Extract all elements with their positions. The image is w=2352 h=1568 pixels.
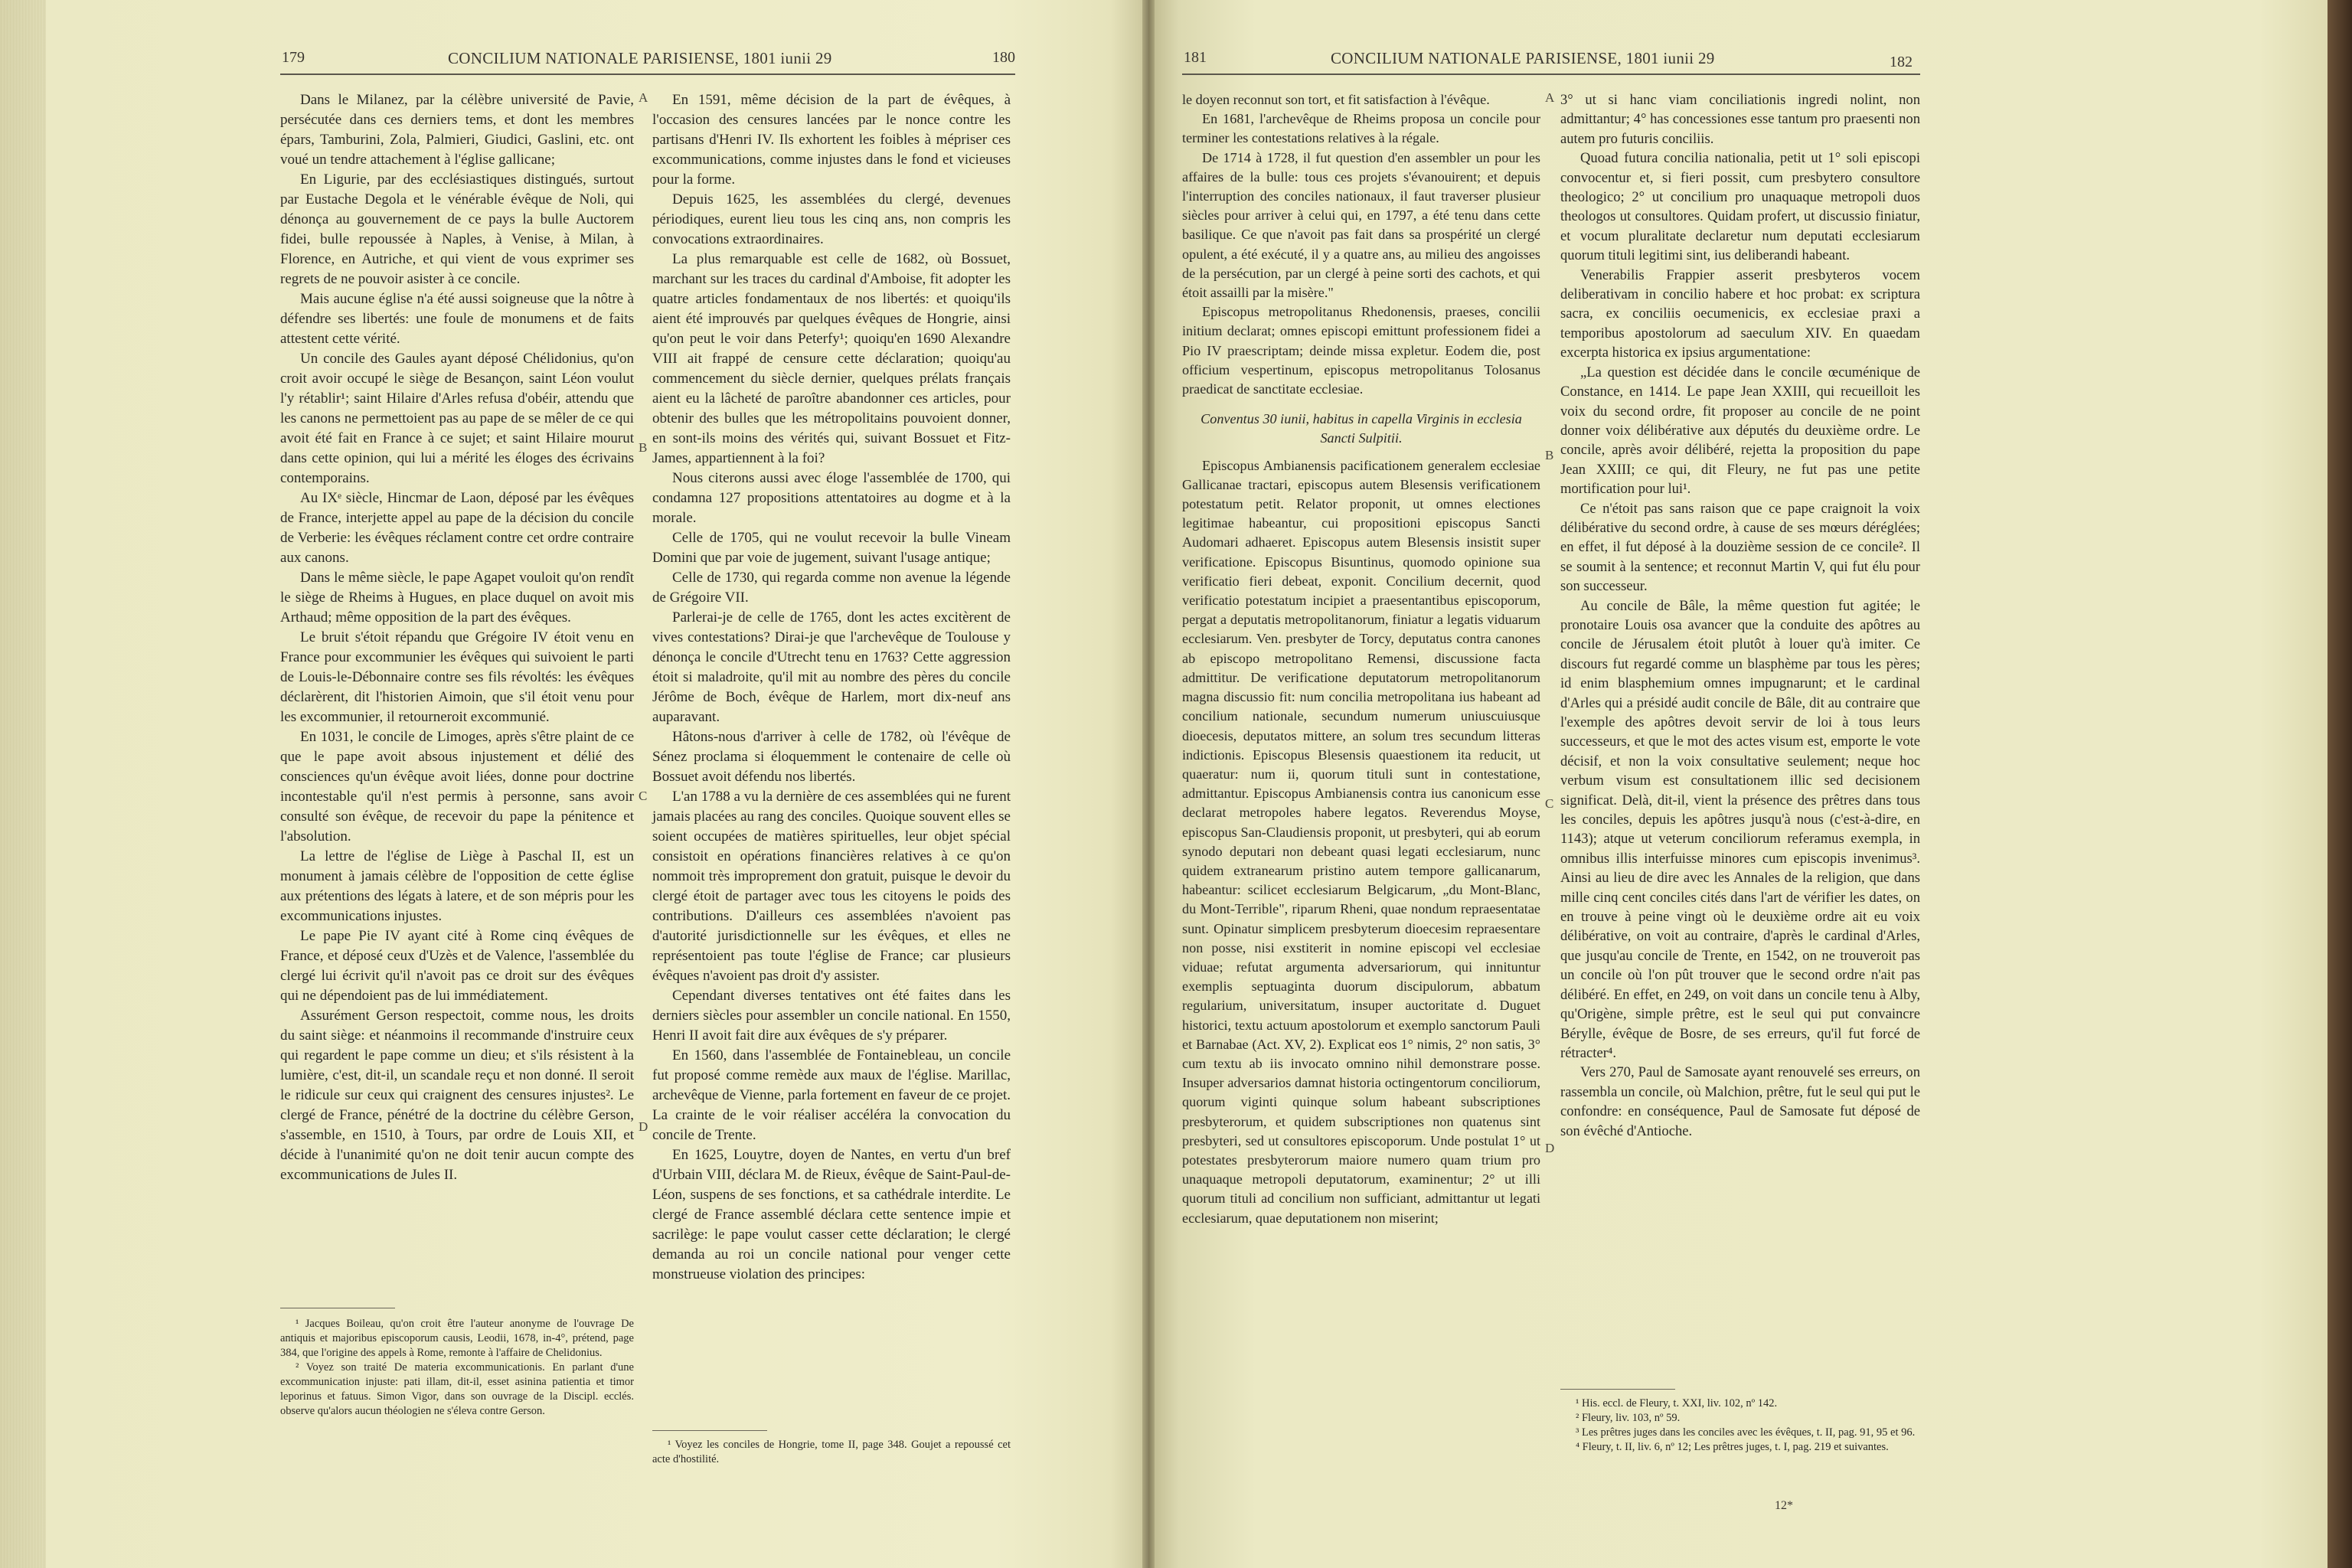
paragraph: Nous citerons aussi avec éloge l'assemblée de 1700, qui condamna 127 propositions attentatoires au dogme et à la morale. [652,470,1011,526]
margin-letter-c: C [1545,796,1554,811]
left-page [0,0,1148,1568]
signature-mark: 12* [1775,1499,1793,1512]
running-head-left: CONCILIUM NATIONALE PARISIENSE, 1801 iunii 29 [448,49,832,67]
paragraph: le doyen reconnut son tort, et fit satisfaction à l'évêque. [1182,92,1490,107]
paragraph: Hâtons-nous d'arriver à celle de 1782, où l'évêque de Sénez proclama si éloquemment le contenaire de celle où Bossuet avoit défendu nos libertés. [652,729,1011,785]
running-head-right: CONCILIUM NATIONALE PARISIENSE, 1801 iunii 29 [1331,49,1715,67]
header-rule [280,74,1015,75]
paragraph: Au IXᵉ siècle, Hincmar de Laon, déposé par les évêques de France, interjette appel au pape de la décision du concile de Verberie: les évêques réclament contre cet ordre contraire aux canons. [280,490,634,566]
right-column-2-footnotes [1560,1396,1920,1455]
page-number-right-a: 181 [1184,49,1207,66]
paragraph: Dans le même siècle, le pape Agapet vouloit qu'on rendît le siège de Rheims à Hugues, en place duquel on avoit mis Arthaud; même opposition de la part des évêques. [280,570,634,626]
paragraph: En 1625, Louytre, doyen de Nantes, en vertu d'un bref d'Urbain VIII, déclara M. de Rieux, évêque de Saint-Paul-de-Léon, suspens de ses fonctions, et sa cathédrale interdite. Le clergé de France assemblé déclara cette sentence impie et sacrilège: le pape voulut casser cette déclaration; le clergé demanda au roi un concile national pour venger cette monstrueuse violation des principes: [652,1147,1011,1282]
paragraph: Au concile de Bâle, la même question fut agitée; le pronotaire Louis osa avancer que la conduite des apôtres au concile de Jérusalem étoit plutôt à louer qu'à imiter. Ce discours fut regardé comme un blasphème par tous les pères; id enim blasphemium omnes impugnarunt; et le cardinal d'Arles qui a présidé audit concile de Bâle, dit au contraire que l'exemple des apôtres devoit servir de loi à tous leurs successeurs, et que le mot des actes visum est, emporte le vote décisif, et non la voix consultative seulement; neque hoc verbum visum est consultationem illic sed decisionem significat. Delà, dit-il, vient la présence des prêtres dans tous les conciles, depuis les apôtres jusqu'à nous (c'est-à-dire, en 1143); atque ut veterum conciliorum referamus exempla, in omnibus illis interfuisse minores cum episcopis invenimus³. Ainsi au lieu de dire avec les Annales de la religion, que dans mille cinq cent conciles cités dans l'art de vérifier les dates, on en trouve à peine vingt où le deuxième ordre ait eu voix délibérative, on voit au contraire, d'après le cardinal d'Arles, que jusqu'au concile de Trente, en 1542, on ne trouveroit pas un concile où l'on pût trouver que le second ordre n'ait pas délibéré. En effet, en 249, on voit dans un concile tenu à Alby, qu'Origène, simple prêtre, est le seul qui put convaincre Bérylle, évêque de Bosre, de ses erreurs, qu'il fut forcé de rétracter⁴. [1560,597,1920,1061]
paragraph: L'an 1788 a vu la dernière de ces assemblées qui ne furent jamais placées au rang des conciles. Quoique souvent elles se soient occupées de matières spirituelles, leur objet spécial consistoit en opérations financières relatives à ce qu'on nommoit très improprement don gratuit, puisque le devoir du clergé étoit de partager avec tous les citoyens le poids des contributions. D'ailleurs ces assemblées n'avoient pas d'autorité jurisdictionnelle sur les évêques, et elles ne représentoient pas toute l'église de France; car plusieurs évêques n'avoient pas droit d'y assister. [652,789,1011,984]
paragraph: 3° ut si hanc viam conciliationis ingredi nolint, non admittantur; 4° has concessiones esse tantum pro praesenti non autem pro futuris conciliis. [1560,92,1920,147]
footnote: ⁴ Fleury, t. II, liv. 6, nº 12; Les prêtres juges, t. I, pag. 219 et suivantes. [1576,1441,1889,1453]
left-column-2-footnotes [652,1438,1011,1467]
paragraph: La plus remarquable est celle de 1682, où Bossuet, marchant sur les traces du cardinal d'Amboise, fit adopter les quatre articles fondamentaux de nos libertés: et quoiqu'ils aient été improuvés par quelques évêques de Hongrie, ainsi qu'on peut le voir dans Peterfy¹; quoiqu'en 1690 Alexandre VIII ait frappé de censure cette déclaration; quoiqu'au commencement du siècle dernier, quelques prélats français aient eu la lâcheté de paroître abandonner ces articles, pour obtenir des bulles que les métropolitains pouvoient donner, en sont-ils moins des vérités qui, suivant Bossuet et Fitz-James, appartiennent à la foi? [652,251,1011,466]
footnote: ¹ Voyez les conciles de Hongrie, tome II, page 348. Goujet a repoussé cet acte d'hostilité. [652,1439,1011,1465]
right-column-1 [1182,90,1540,1228]
paragraph: En 1591, même décision de la part de évêques, à l'occasion des censures lancées par le nonce contre les partisans d'Henri IV. Ils exhortent les foibles à mépriser ces excommunications, comme injustes dans le fond et vicieuses pour la forme. [652,92,1011,188]
margin-letter-c: C [639,789,648,803]
right-page [1148,0,2328,1568]
paragraph: En 1681, l'archevêque de Rheims proposa un concile pour terminer les contestations relatives à la régale. [1182,111,1540,146]
margin-letter-b: B [1545,448,1554,462]
right-column-2 [1560,90,1920,1141]
paragraph: Parlerai-je de celle de 1765, dont les actes excitèrent de vives contestations? Dirai-je que l'archevêque de Toulouse y dénonça le concile d'Utrecht tenu en 1763? Cette aggression étoit si maladroite, qu'il mit au nombre des pères du concile Jérôme de Boch, évêque de Harlem, mort dix-neuf ans auparavant. [652,609,1011,725]
footnote: ¹ His. eccl. de Fleury, t. XXI, liv. 102, nº 142. [1576,1397,1778,1410]
paragraph: Depuis 1625, les assemblées du clergé, devenues périodiques, eurent lieu tous les cinq ans, non compris les convocations extraordinaires. [652,191,1011,247]
paragraph: Celle de 1730, qui regarda comme non avenue la légende de Grégoire VII. [652,570,1011,606]
left-column-1-footnotes [280,1317,634,1419]
header-rule [1182,74,1920,75]
margin-letter-b: B [639,440,648,455]
paragraph: „La question est décidée dans le concile œcuménique de Constance, en 1414. Le pape Jean XXIII, qui recueilloit les voix du second ordre, fit proposer au concile de ne point donner voix délibérative aux députés du deuxième ordre. Le concile, après avoir délibéré, rejetta la proposition du pape Jean XXIII; ce qui, dit Fleury, ne fut pas une petite mortification pour lui¹. [1560,364,1920,498]
left-column-2 [652,90,1011,1285]
footnote-rule [1560,1389,1675,1390]
page-block-edge [0,0,46,1568]
page-number-left-a: 179 [282,49,305,66]
book-cover-edge [2328,0,2352,1568]
paragraph: En 1560, dans l'assemblée de Fontainebleau, un concile fut proposé comme remède aux maux de l'église. Marillac, archevêque de Vienne, parla fortement en faveur de ce projet. La crainte de le voir réaliser accéléra la convocation du concile de Trente. [652,1047,1011,1143]
paragraph: Episcopus Ambianensis pacificationem generalem ecclesiae Gallicanae tractari, episcopus autem Blesensis verificationem potestatum petit. Relator proponit, ut omnes electiones legitimae habeantur, cui propositioni episcopus Sancti Audomari adhaeret. Episcopus autem Blesensis insistit super verificatione. Episcopus Bisuntinus, quomodo opinione sua verificatio fieri debeat, exponit. Concilium decernit, quod verificatio potestatum incipiet a praesentantibus episcoporum, pergat a deputatis metropolitanorum, finiatur a legatis viduarum ecclesiarum. Ven. presbyter de Torcy, deputatus contra canones ab episcopo metropolitano Remensi, discussione facta admittitur. De verificatione deputatorum metropolitanorum magna discussio fit: num concilia metropolitana ius habeant ad concilium nationale, secundum numerum uniuscuiusque dioecesis, deputatos mittere, an solum tres secundum litteras indictionis. Episcopus Blesensis quaestionem ita reducit, ut quaeratur: num ii, quorum tituli sunt in contestatione, admittantur. Episcopus Ambianensis contra ius canonicum esse declarat metropoles habere legatos. Reverendus Moyse, episcopus San-Claudiensis proponit, ut presbyteri, qui ab eorum synodo deputari non debeant quasi legati ecclesiarum, nunc quidem extranearum pristino autem tempore gallicanarum, habeantur: scilicet ecclesiarum Belgicarum, „du Mont-Blanc, du Mont-Terrible", riparum Rheni, quae nondum repraesentatae sunt. Opinatur simplicem presbyterum dioecesim repraesentare non posse, nisi exstiterit in nomine episcopi vel ecclesiae viduae; refutat argumenta adversariorum, qui innituntur exemplis septuaginta duorum discipulorum, abbatum regularium, universitatum, insuper auctoritate d. Duguet historici, textu actuum apostolorum et exemplo sanctorum Pauli et Barnabae (Act. XV, 2). Explicat eos 1° nimis, 2° non satis, 3° cum textu ab iis invocato omnino nihil demonstrare posse. Insuper adversarios damnat historia octingentorum conciliorum, quorum viginti quinque solum habeant subscriptiones presbyterorum, et quidem subscriptiones non quatenus sint presbyteri, sed ut consultores episcoporum. Unde postulat 1° ut potestates presbyterorum maiore numero quam trium pro unaquaque metropoli deputatorum, examinentur; 2° ut illi quorum tituli ad concilium non sufficiant, admittantur ut legati ecclesiarum, quae deputationem non miserint; [1182,457,1540,1226]
page-number-right-b: 182 [1890,54,1913,70]
paragraph: Conventus 30 iunii, habitus in capella Virginis in ecclesia Sancti Sulpitii. [1200,411,1522,446]
paragraph: Mais aucune église n'a été aussi soigneuse que la nôtre à défendre ses libertés: une foule de monumens et de faits attestent cette vérité. [280,291,634,347]
paragraph: Dans le Milanez, par la célèbre université de Pavie, persécutée dans ces derniers tems, et dont les membres épars, Tamburini, Zola, Palmieri, Giudici, Gaslini, etc. ont voué un tendre attachement à l'église gallicane; [280,92,634,168]
paragraph: Celle de 1705, qui ne voulut recevoir la bulle Vineam Domini que par voie de jugement, suivant l'usage antique; [652,530,1011,566]
paragraph: Le pape Pie IV ayant cité à Rome cinq évêques de France, et déposé ceux d'Uzès et de Valence, l'assemblée du clergé lui écrivit qu'il n'avoit pas ce droit sur des évêques qui ne dépendoient pas de lui immédiatement. [280,928,634,1004]
paragraph: Assurément Gerson respectoit, comme nous, les droits du saint siège: et néanmoins il recommande d'instruire ceux qui regardent le pape comme un dieu; et s'ils résistent à la lumière, c'est, dit-il, un scandale reçu et non donné. Il seroit le ridicule sur ceux qui craignent des censures injustes². Le clergé de France, pénétré de la doctrine du célèbre Gerson, s'assemble, en 1510, à Tours, par ordre de Louis XII, et décide à l'unanimité qu'on ne doit tenir aucun compte des excommunications de Jules II. [280,1008,634,1183]
paragraph: Ce n'étoit pas sans raison que ce pape craignoit la voix délibérative du second ordre, à cause de ses mœurs déréglées; en effet, il fut déposé à la douzième session de ce concile². Il se soumit à la sentence; et reconnut Martin V, qui fut élu pour son successeur. [1560,500,1920,595]
paragraph: Episcopus metropolitanus Rhedonensis, praeses, concilii initium declarat; omnes episcopi emittunt professionem fidei a Pio IV praescriptam; deinde missa expletur. Eodem die, post officium vespertinum, episcopus metropolitanus Tolosanus praedicat de sanctitate ecclesiae. [1182,304,1540,397]
margin-letter-a: A [1545,90,1555,105]
paragraph: En 1031, le concile de Limoges, après s'être plaint de ce que le pape avoit absous injustement et délié des consciences qu'un évêque avoit liées, donne pour doctrine incontestable qu'il n'est permis à personne, sans avoir consulté son évêque, de recevoir du pape la pénitence et l'absolution. [280,729,634,844]
paragraph: Le bruit s'étoit répandu que Grégoire IV étoit venu en France pour excommunier les évêques qui suivoient le parti de Louis-le-Débonnaire contre ses fils révoltés: les évêques déclarèrent, dit l'historien Aimoin, que s'il étoit venu pour les excommunier, il retourneroit excommunié. [280,629,634,725]
paragraph: De 1714 à 1728, il fut question d'en assembler un pour les affaires de la bulle: tous ces projets s'évanouirent; et depuis l'interruption des conciles nationaux, il faut traverser plusieur siècles pour arriver à celui qui, en 1797, a été tenu dans cette basilique. Ce que n'avoit pas fait dans sa prospérité un clergé opulent, a été exécuté, il y a quatre ans, au milieu des angoisses de la persécution, par un clergé à peine sorti des cachots, et qui étoit assailli par la misère." [1182,149,1540,301]
paragraph: Cependant diverses tentatives ont été faites dans les derniers siècles pour assembler un concile national. En 1550, Henri II avoit fait dire aux évêques de s'y préparer. [652,988,1011,1044]
footnote: ² Voyez son traité De materia excommunicationis. En parlant d'une excommunication injuste: pati illam, dit-il, esset asinina patientia et timor leporinus et fatuus. Simon Vigor, dans son ouvrage de la Discipl. ecclés. observe qu'alors aucun théologien ne s'éleva contre Gerson. [280,1361,634,1417]
left-column-1 [280,90,634,1185]
margin-letter-d: D [639,1119,648,1134]
paragraph: Quoad futura concilia nationalia, petit ut 1° soli episcopi convocentur et, si fieri possit, cum presbytero consultore theologico; 2° ut concilium pro unaquaque metropoli duos theologos ut consultores. Quidam profert, ut discussio finiatur, et vocum pluralitate declaretur num deputati ecclesiarum quorum tituli legitimi sint, ius deliberandi habeant. [1560,150,1920,264]
footnote: ³ Les prêtres juges dans les conciles avec les évêques, t. II, pag. 91, 95 et 96. [1576,1426,1916,1439]
page-number-left-b: 180 [992,49,1015,66]
paragraph: En Ligurie, par des ecclésiastiques distingués, surtout par Eustache Degola et le vénérable évêque de Noli, qui dénonça au gouvernement de ce pays la bulle Auctorem fidei, bulle repoussée à Naples, à Venise, à Milan, à Florence, en Autriche, et qui vient de vous exprimer ses regrets de ne pouvoir asister à ce concile. [280,172,634,287]
book-gutter [1142,0,1155,1568]
paragraph: Venerabilis Frappier asserit presbyteros vocem deliberativam in concilio habere et hoc probat: ex scriptura sacra, ex conciliis oecumenicis, ex ecclesiae praxi a temporibus apostolorum ad saeculum XIV. En quaedam excerpta historica ex ipsius argumentatione: [1560,266,1920,361]
margin-letter-a: A [639,90,648,105]
paragraph: La lettre de l'église de Liège à Paschal II, est un monument à jamais célèbre de l'opposition de cette église aux prétentions des légats à latere, et de son mépris pour les excommunications injustes. [280,848,634,924]
footnote: ² Fleury, liv. 103, nº 59. [1576,1412,1681,1424]
paragraph: Vers 270, Paul de Samosate ayant renouvelé ses erreurs, on rassembla un concile, où Malchion, prêtre, fut le seul qui put le confondre: en conséquence, Paul de Samosate fut déposé de son évêché d'Antioche. [1560,1064,1920,1139]
paragraph: Un concile des Gaules ayant déposé Chélidonius, qu'on croit avoir occupé le siège de Besançon, saint Léon voulut l'y rétablir¹; saint Hilaire d'Arles refusa d'obéir, attendu que les canons ne permettoient pas au pape de se mêler de ce qui avoit été fait en France à ce sujet; et saint Hilaire mourut dans cette opinion, qui lui a mérité les éloges des écrivains contemporains. [280,351,634,486]
footnote: ¹ Jacques Boileau, qu'on croit être l'auteur anonyme de l'ouvrage De antiquis et majoribus episcoporum causis, Leodii, 1678, in-4°, prétend, page 384, que l'origine des appels à Rome, remonte à l'affaire de Chelidonius. [280,1318,634,1359]
margin-letter-d: D [1545,1141,1555,1155]
footnote-rule [652,1430,767,1431]
